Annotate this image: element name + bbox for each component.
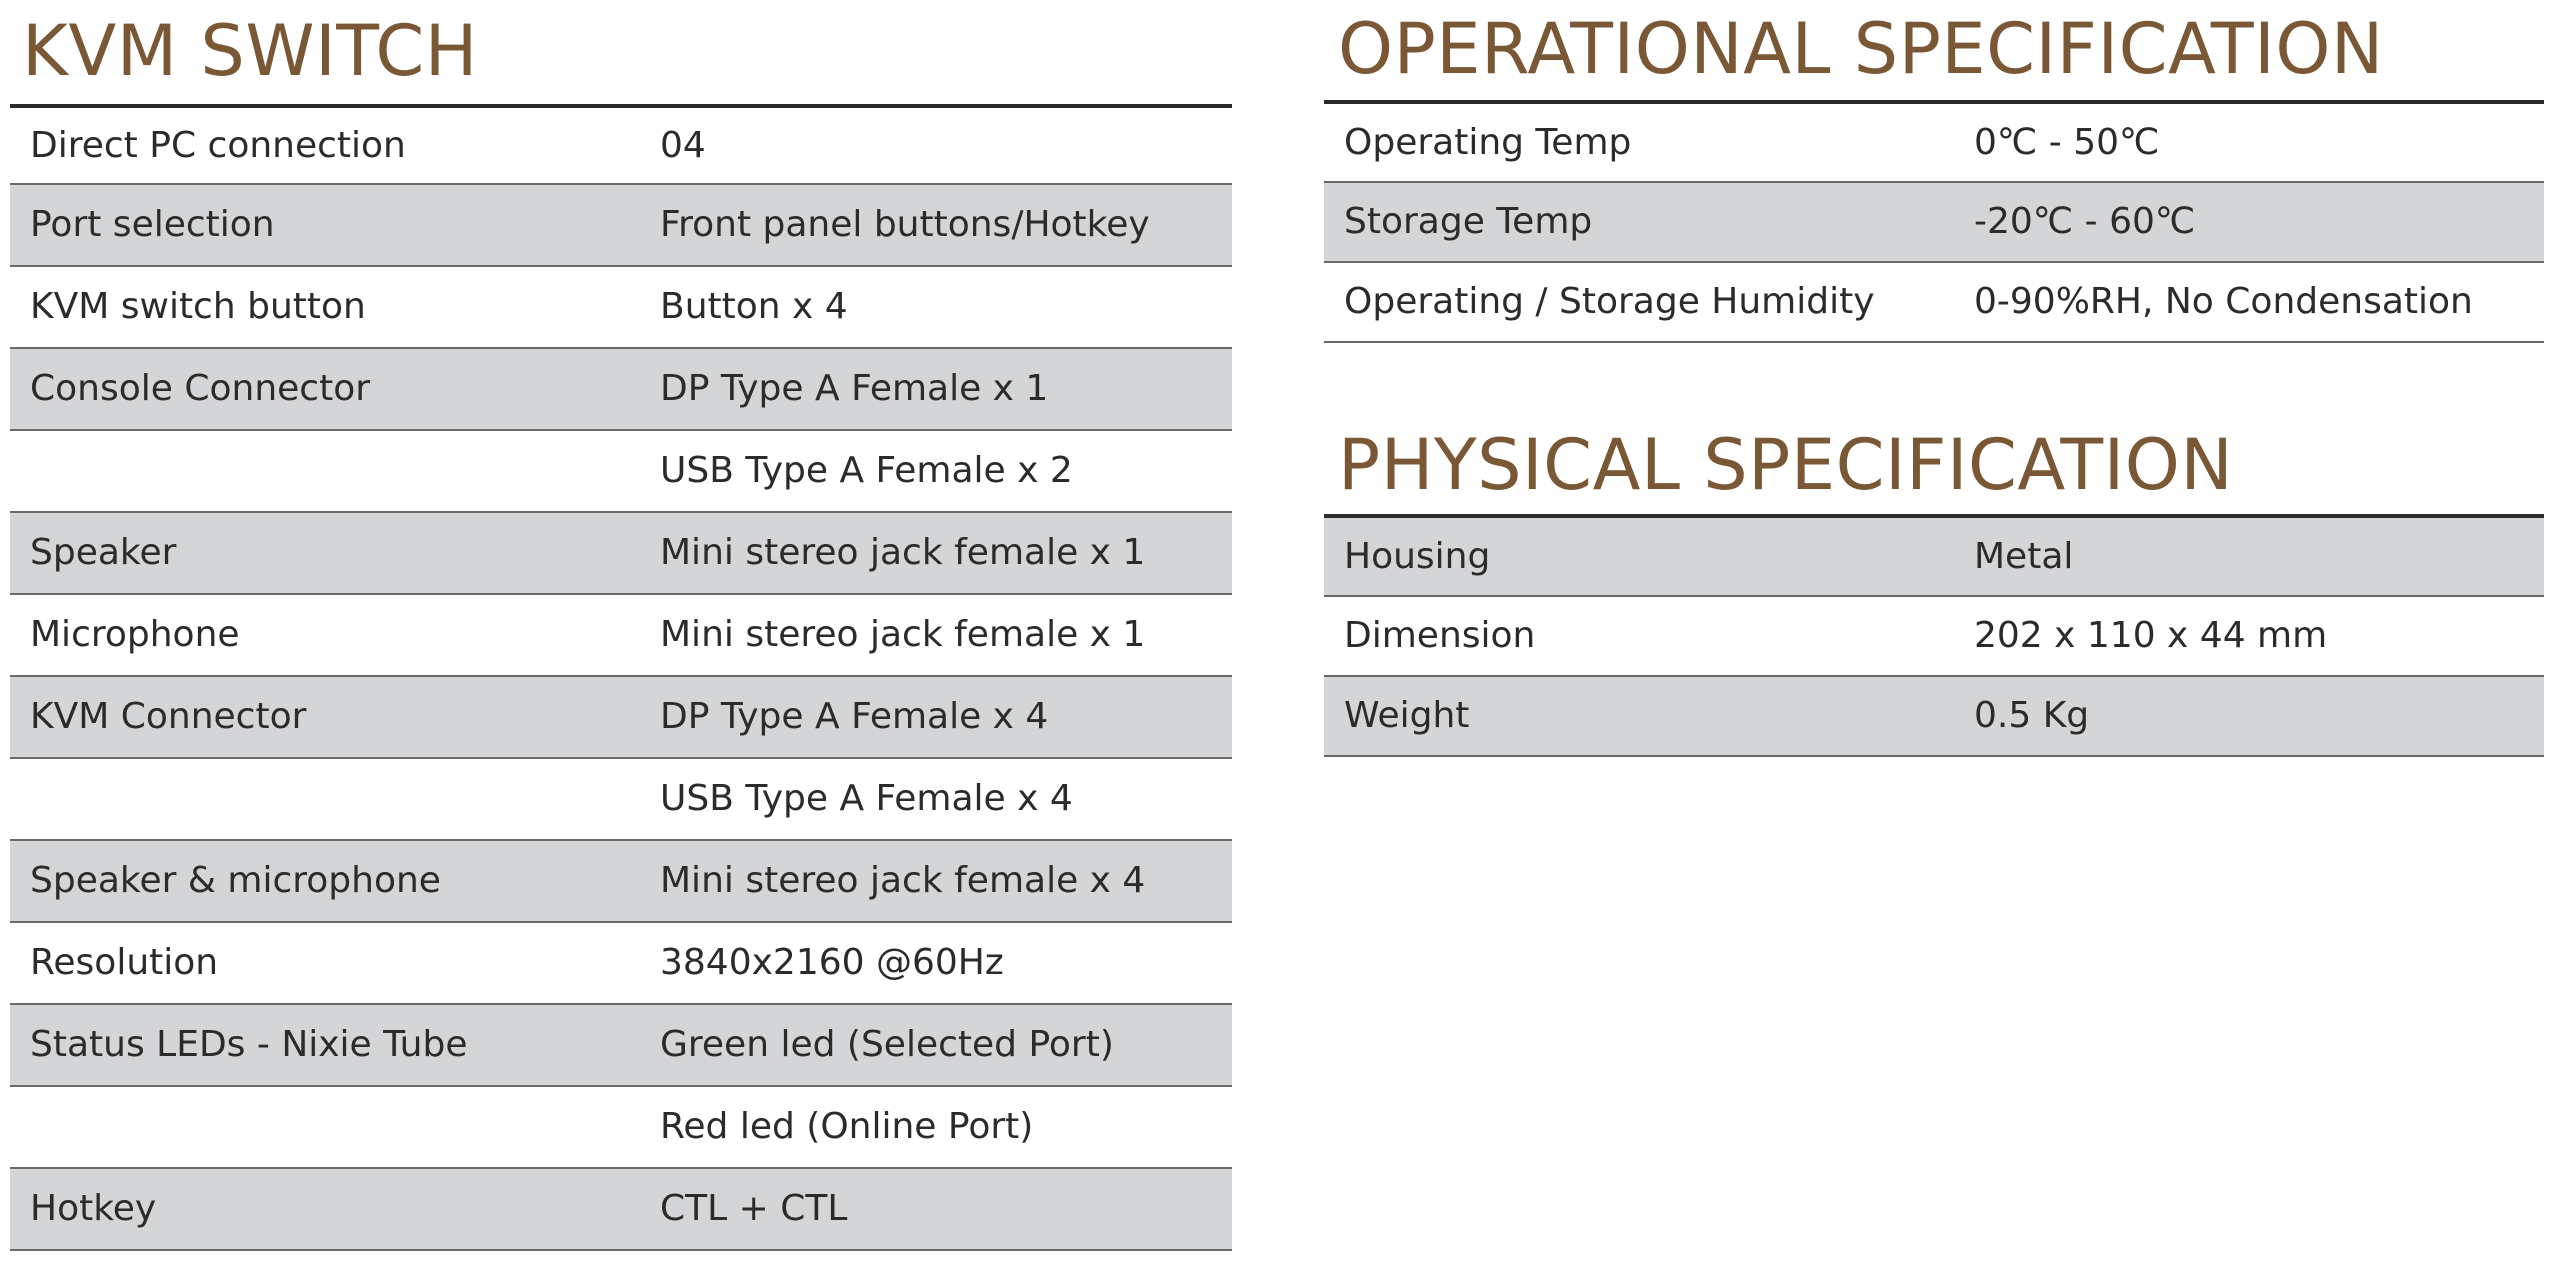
spec-label [10,758,640,840]
spec-row [1324,516,2544,596]
spec-value: -20℃ - 60℃ [1954,182,2544,262]
spec-value: Mini stereo jack female x 1 [640,594,1232,676]
spec-value: 3840x2160 @60Hz [640,922,1232,1004]
spec-value: Front panel buttons/Hotkey [640,184,1232,266]
spec-label: Resolution [10,922,640,1004]
spec-label [10,430,640,512]
spec-value: USB Type A Female x 2 [640,430,1232,512]
spec-value: 0℃ - 50℃ [1954,102,2544,182]
physical-spec-table [1324,514,2544,757]
spec-row [10,922,1232,1004]
spec-label: Dimension [1324,596,1954,676]
spec-value: Mini stereo jack female x 4 [640,840,1232,922]
spec-row [10,840,1232,922]
spec-label: Speaker [10,512,640,594]
operational-spec-table [1324,100,2544,343]
spec-row [1324,596,2544,676]
spec-value: DP Type A Female x 1 [640,348,1232,430]
spec-row [10,594,1232,676]
spec-row [10,1004,1232,1086]
kvm-switch-heading: KVM SWITCH [22,10,478,92]
physical-specification-heading: PHYSICAL SPECIFICATION [1338,424,2234,506]
spec-row [1324,262,2544,342]
spec-label: Hotkey [10,1168,640,1250]
spec-label: Port selection [10,184,640,266]
spec-row [10,348,1232,430]
spec-value: DP Type A Female x 4 [640,676,1232,758]
spec-value: 202 x 110 x 44 mm [1954,596,2544,676]
spec-label: Weight [1324,676,1954,756]
spec-label: KVM switch button [10,266,640,348]
spec-label: Console Connector [10,348,640,430]
spec-row [10,1086,1232,1168]
spec-value: 0-90%RH, No Condensation [1954,262,2544,342]
spec-label: Status LEDs - Nixie Tube [10,1004,640,1086]
spec-value: Green led (Selected Port) [640,1004,1232,1086]
spec-value: 04 [640,106,1232,184]
operational-specification-heading: OPERATIONAL SPECIFICATION [1338,8,2384,90]
spec-row [10,106,1232,184]
spec-label: KVM Connector [10,676,640,758]
spec-label: Microphone [10,594,640,676]
spec-label: Operating Temp [1324,102,1954,182]
spec-value: Red led (Online Port) [640,1086,1232,1168]
spec-row [1324,182,2544,262]
spec-row [1324,676,2544,756]
spec-row [10,512,1232,594]
spec-row [1324,102,2544,182]
spec-row [10,758,1232,840]
spec-value: 0.5 Kg [1954,676,2544,756]
spec-label: Housing [1324,516,1954,596]
spec-label: Storage Temp [1324,182,1954,262]
spec-label: Speaker & microphone [10,840,640,922]
kvm-switch-spec-table [10,104,1232,1251]
spec-value: Mini stereo jack female x 1 [640,512,1232,594]
spec-value: USB Type A Female x 4 [640,758,1232,840]
spec-row [10,430,1232,512]
spec-label [10,1086,640,1168]
spec-value: Metal [1954,516,2544,596]
spec-row [10,1168,1232,1250]
spec-value: CTL + CTL [640,1168,1232,1250]
spec-value: Button x 4 [640,266,1232,348]
spec-label: Operating / Storage Humidity [1324,262,1954,342]
spec-label: Direct PC connection [10,106,640,184]
spec-row [10,266,1232,348]
spec-row [10,676,1232,758]
spec-row [10,184,1232,266]
